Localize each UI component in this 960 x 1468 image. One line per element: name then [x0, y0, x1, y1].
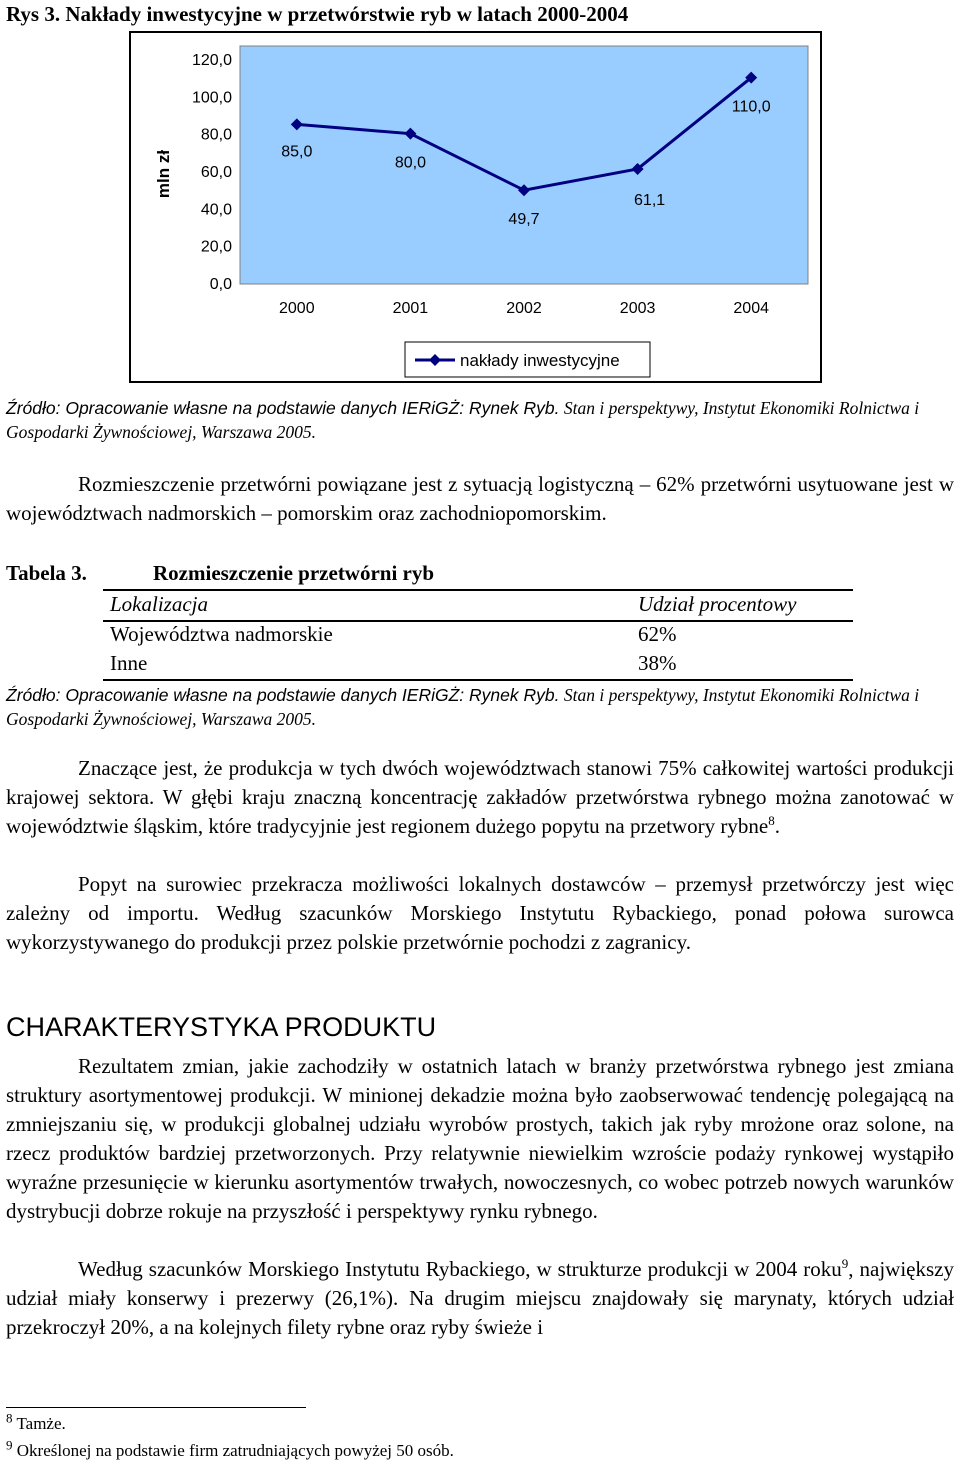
data-label: 80,0	[394, 154, 426, 172]
y-tick-label: 40,0	[200, 201, 232, 219]
data-label: 61,1	[634, 191, 666, 209]
table-bottom-rule	[103, 679, 853, 681]
footnote-9	[6, 1437, 454, 1461]
paragraph-1: Rozmieszczenie przetwórni powiązane jest z sytuacją logistyczną – 62% przetwórni usytuowane jest w województwach nadmorskich – pomorskim oraz zachodniopomorskim.	[6, 472, 954, 525]
data-label: 110,0	[731, 98, 771, 116]
plot-area	[240, 46, 808, 284]
legend-label: nakłady inwestycyjne	[460, 351, 620, 370]
x-tick-label: 2001	[392, 300, 429, 317]
table-label: Tabela 3.	[6, 561, 87, 585]
y-tick-label: 100,0	[191, 89, 232, 107]
footnote-ref-9: 9	[841, 1256, 849, 1271]
table-header-location: Lokalizacja	[110, 592, 208, 616]
paragraph-5-text: Według szacunków Morskiego Instytutu Rybackiego, w strukturze produkcji w 2004 roku	[78, 1257, 842, 1281]
source-note-upright: Źródło: Opracowanie własne na podstawie danych IERiGŻ: Rynek Ryb.	[6, 398, 560, 418]
y-tick-label: 120,0	[191, 52, 232, 69]
table-header-share: Udział procentowy	[638, 592, 797, 616]
source-note-italic: Stan i perspektywy, Instytut Ekonomiki Rolnictwa i Gospodarki Żywnościowej, Warszawa 2005.	[6, 685, 920, 729]
x-tick-label: 2002	[506, 300, 542, 317]
y-tick-label: 20,0	[200, 238, 232, 256]
y-tick-label: 60,0	[200, 164, 232, 181]
source-note-table	[6, 683, 954, 731]
source-note-italic: Stan i perspektywy, Instytut Ekonomiki Rolnictwa i Gospodarki Żywnościowej, Warszawa 2005.	[6, 398, 920, 442]
y-tick-label: 0,0	[209, 276, 232, 293]
footnote-8	[6, 1410, 66, 1434]
source-note-chart	[6, 396, 954, 444]
y-axis-label: mln zł	[154, 149, 173, 199]
footnote-text: Tamże.	[16, 1414, 66, 1433]
x-tick-label: 2000	[279, 300, 315, 317]
table-cell: Inne	[110, 651, 148, 675]
footnote-number: 9	[6, 1437, 13, 1453]
footnote-number: 8	[6, 1410, 13, 1426]
table-title: Rozmieszczenie przetwórni ryb	[153, 561, 435, 585]
source-note-upright: Źródło: Opracowanie własne na podstawie danych IERiGŻ: Rynek Ryb.	[6, 685, 560, 705]
table-cell: 38%	[638, 651, 677, 675]
y-tick-label: 80,0	[200, 126, 232, 144]
paragraph-4: Rezultatem zmian, jakie zachodziły w ostatnich latach w branży przetwórstwa rybnego jest zmiana struktury asortymentowej produkcji. W minionej dekadzie można było zaobserwować tendencję polegającą na zmniejszaniu się, w produkcji globalnej udziału wyrobów prostych, takich jak ryby mrożone oraz solone, na rzecz produktów bardziej przetworzonych. Przy relatywnie niewielkim wzroście podaży rynkowej wystąpiło wyraźne przesunięcie w kierunku asortymentów trwałych, nowoczesnych, co wobec potrzeb nowych warunków dystrybucji dobrze rokuje na przyszłość i perspektywy rynku rybnego.	[6, 1054, 954, 1223]
footnote-ref-8: 8	[768, 813, 775, 828]
paragraph-2	[6, 754, 954, 841]
paragraph-3: Popyt na surowiec przekracza możliwości lokalnych dostawców – przemysł przetwórczy jest więc zależny od importu. Według szacunków Morskiego Instytutu Rybackiego, ponad połowa surowca wykorzystywanego do produkcji przez polskie przetwórnie pochodzi z zagranicy.	[6, 872, 954, 954]
table-top-rule	[103, 589, 853, 591]
data-label: 85,0	[281, 143, 313, 161]
data-label: 49,7	[508, 211, 540, 229]
table-cell: 62%	[638, 622, 677, 646]
section-heading: CHARAKTERYSTYKA PRODUKTU	[6, 1012, 437, 1042]
x-tick-label: 2003	[619, 300, 656, 317]
paragraph-2-tail: .	[774, 814, 780, 838]
footnote-text: Określonej na podstawie firm zatrudniających powyżej 50 osób.	[16, 1441, 454, 1460]
paragraph-5	[6, 1255, 954, 1342]
paragraph-2-text: Znaczące jest, że produkcja w tych dwóch województwach stanowi 75% całkowitej wartości produkcji krajowej sektora. W głębi kraju znaczną koncentrację zakładów przetwórstwa rybnego można zanotować w województwie śląskim, które tradycyjnie jest regionem dużego popytu na przetwory rybne	[6, 756, 954, 838]
figure-title: Rys 3. Nakłady inwestycyjne w przetwórstwie ryb w latach 2000-2004	[6, 2, 629, 26]
line-chart	[129, 31, 822, 383]
table-cell: Województwa nadmorskie	[110, 622, 333, 646]
x-tick-label: 2004	[733, 300, 769, 317]
paragraph-5-text-cont: , największy udział miały konserwy i prezerwy (26,1%). Na drugim miejscu znajdowały się marynaty, których udział przekroczył 20%, a na kolejnych filety rybne oraz ryby świeże i	[6, 1257, 954, 1339]
footnote-rule	[6, 1407, 306, 1408]
